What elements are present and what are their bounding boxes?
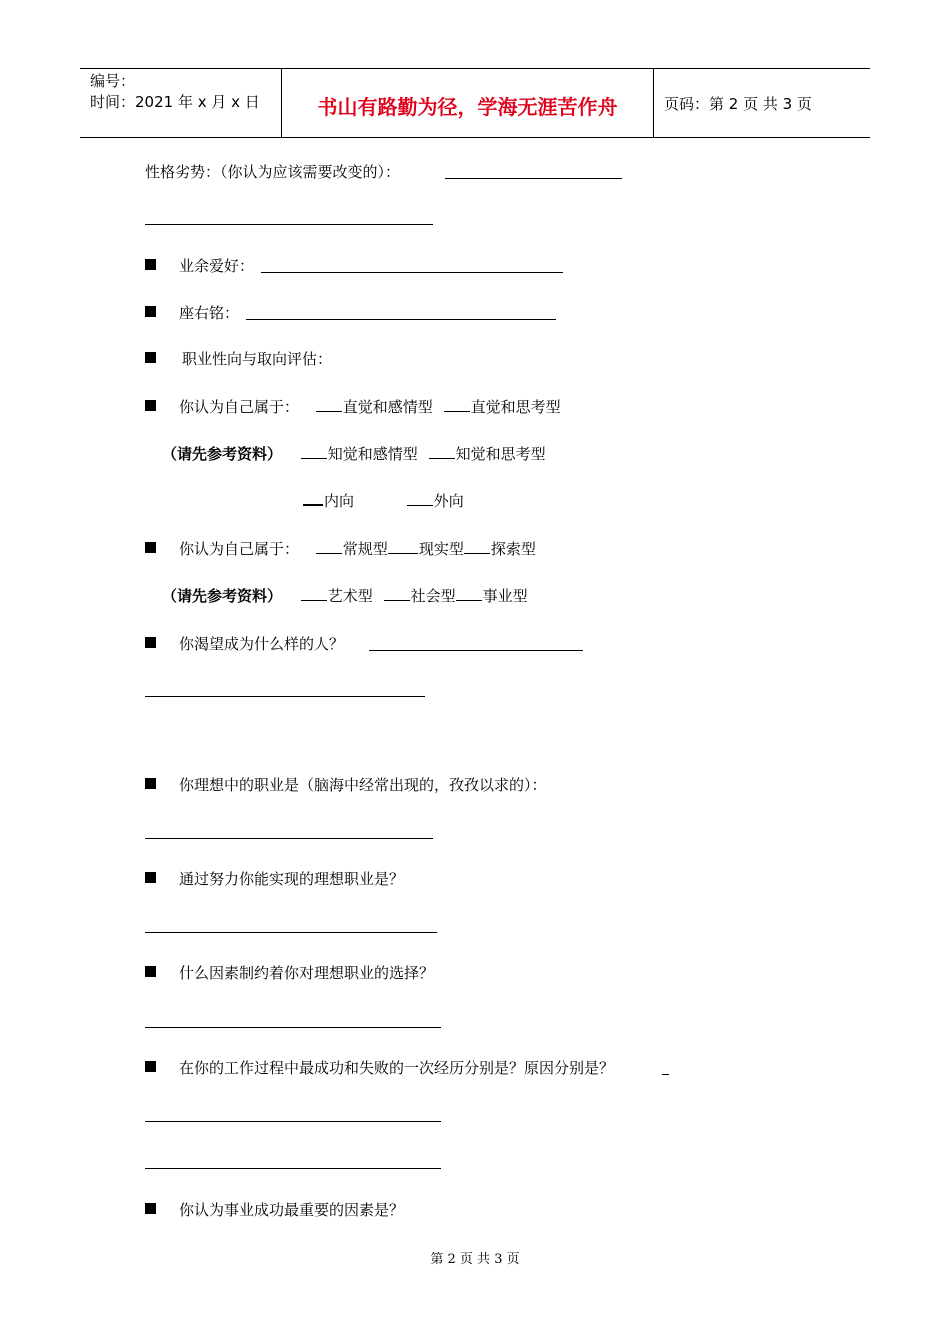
opt-b3-blank[interactable] [464,552,490,554]
bullet-icon [145,306,156,317]
bullet-icon [145,966,156,977]
belong-row-1 [179,397,561,417]
weakness-line-2[interactable] [145,224,433,225]
belong-label-1: 你认为自己属于： [179,398,300,416]
header-motto: 书山有路勤为径，学海无涯苦作舟 [317,95,618,119]
extrovert-blank[interactable] [407,504,433,506]
constraints-line[interactable] [145,1027,441,1028]
opt-a2-blank[interactable] [444,410,470,412]
opt-a2: 直觉和思考型 [470,398,561,416]
achievable-line[interactable] [145,932,437,933]
opt-b4: 艺术型 [327,587,373,605]
page-header [80,68,870,138]
opt-b5-blank[interactable] [384,599,410,601]
introvert-blank[interactable] [303,503,323,506]
opt-a4-blank[interactable] [429,457,455,459]
aspire-label: 你渴望成为什么样的人？ [179,635,345,653]
experience-line-2[interactable] [145,1168,441,1169]
page-footer: 第 2 页 共 3 页 [430,1252,520,1267]
achievable-label: 通过努力你能实现的理想职业是？ [179,870,405,888]
ideal-job-label: 你理想中的职业是（脑海中经常出现的，孜孜以求的）： [179,776,547,794]
header-motto-cell [281,69,654,137]
opt-a4: 知觉和思考型 [455,445,546,463]
experience-line-short[interactable] [662,1074,669,1075]
aspire-line-2[interactable] [145,696,425,697]
reference-note-2: （请先参考资料） [162,587,283,605]
career-assessment-title: 职业性向与取向评估： [182,350,333,368]
introvert-option: 内向 [324,492,355,510]
opt-b5: 社会型 [410,587,456,605]
opt-a3: 知觉和感情型 [327,445,418,463]
id-label: 编号： [90,72,136,90]
motto-label: 座右铭： [179,304,240,322]
weakness-label: 性格劣势：（你认为应该需要改变的）： [145,163,401,181]
weakness-line-1[interactable] [445,178,622,179]
success-factor-label: 你认为事业成功最重要的因素是？ [179,1201,405,1219]
time-label: 时间：2021 年 x 月 x 日 [90,93,260,111]
experience-line-1[interactable] [145,1121,441,1122]
header-meta [80,69,281,137]
opt-a3-blank[interactable] [301,457,327,459]
intro-extro-row [303,491,464,511]
extrovert-option: 外向 [433,492,464,510]
belong-row-2 [179,539,536,559]
opt-b1: 常规型 [342,540,388,558]
ideal-job-line[interactable] [145,838,433,839]
opt-a1-blank[interactable] [316,410,342,412]
bullet-icon [145,259,156,270]
bullet-icon [145,872,156,883]
opt-b6-blank[interactable] [456,599,482,601]
opt-b4-blank[interactable] [301,599,327,601]
hobby-label: 业余爱好： [179,257,255,275]
motto-line[interactable] [246,319,556,320]
opt-a1: 直觉和感情型 [342,398,433,416]
opt-b2: 现实型 [418,540,464,558]
belong-label-2: 你认为自己属于： [179,540,300,558]
aspire-line-1[interactable] [369,650,583,651]
constraints-label: 什么因素制约着你对理想职业的选择？ [179,964,435,982]
bullet-icon [145,542,156,553]
belong-row-1b [162,444,546,464]
bullet-icon [145,1203,156,1214]
experience-label: 在你的工作过程中最成功和失败的一次经历分别是？原因分别是？ [179,1059,615,1077]
bullet-icon [145,778,156,789]
bullet-icon [145,637,156,648]
belong-row-2b [162,586,528,606]
header-page-info: 页码：第 2 页 共 3 页 [664,95,812,113]
opt-b6: 事业型 [482,587,528,605]
hobby-line[interactable] [261,272,563,273]
bullet-icon [145,400,156,411]
opt-b1-blank[interactable] [316,552,342,554]
opt-b3: 探索型 [490,540,536,558]
bullet-icon [145,1061,156,1072]
opt-b2-blank[interactable] [388,552,418,554]
reference-note-1: （请先参考资料） [162,445,283,463]
bullet-icon [145,352,156,363]
